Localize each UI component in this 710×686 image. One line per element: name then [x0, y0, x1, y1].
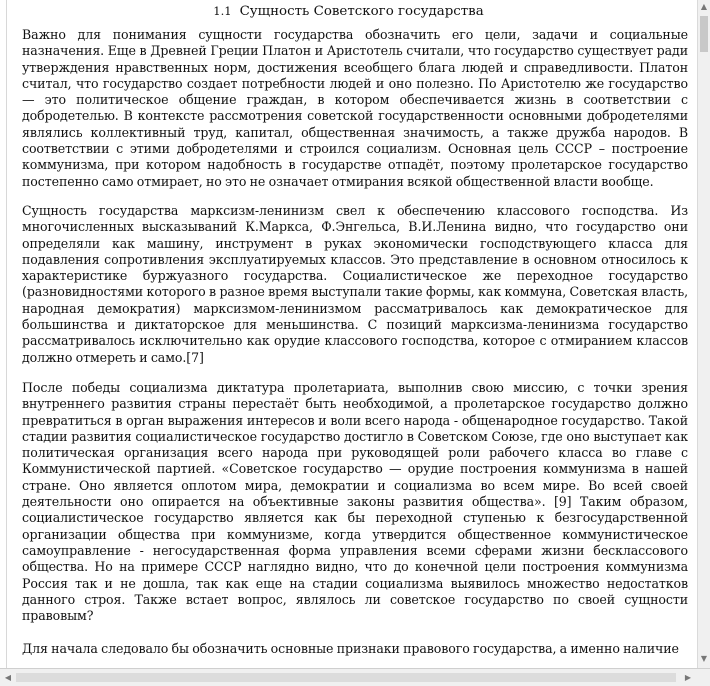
- scroll-left-icon[interactable]: ◀: [4, 673, 12, 682]
- paragraph: После победы социализма диктатура пролетариата, выполнив свою миссию, с точки зрения внутреннего развития страны перестаёт быть необходимой, а пролетарское государство должно превратиться в орган выражения интересов и воли всего народа - общенародное государство. Такой стадии развития социалистическое государство достигло в Советском Союзе, где оно выступает как политическая организация всего народа при руководящей роли рабочего класса во главе с Коммунистической партией. «Советское государство — орудие построения коммунизма в нашей стране. Оно является оплотом мира, демократии и социализма во всем мире. Во всей своей деятельности оно опирается на объективные законы развития общества». [9] Таким образом, социалистическое государство является как бы переходной ступенью к безгосударственной организации общества при коммунизме, когда утвердится общественное коммунистическое самоуправление - негосударственная форма управления всеми сферами жизни бесклассового общества. Но на примере СССР наглядно видно, что до конечной цели построения коммунизма Россия так и не дошла, так как еще на стадии социализма выявилось множество недостатков данного строя. Также встает вопрос, являлось ли советское государство по своей сущности правовым?: [22, 380, 688, 624]
- paragraph-partial: Для начала следовало бы обозначить основные признаки правового государства, а именно наличие: [22, 641, 679, 656]
- scroll-up-icon[interactable]: ▲: [700, 2, 708, 11]
- horizontal-scroll-thumb[interactable]: [16, 673, 676, 682]
- section-heading: [0, 3, 697, 20]
- vertical-scrollbar[interactable]: [697, 0, 710, 668]
- paragraph: Сущность государства марксизм-ленинизм свел к обеспечению классового господства. Из многочисленных высказываний К.Маркса, Ф.Энгельса, В.И.Ленина видно, что государство они определяли как машину, инструмент в руках экономически господствующего класса для подавления сопротивления эксплуатируемых классов. Это представление в основном относилось к характеристике буржуазного государства. Социалистическое же переходное государство (разновидностями которого в разное время выступали такие формы, как коммуна, Советская власть, народная демократия) марксизмом-ленинизмом рассматривалось как демократическое для большинства и диктаторское для меньшинства. С позиций марксизма-ленинизма государство рассматривалось исключительно как орудие классового господства, которое с отмиранием классов должно отмереть и само.[7]: [22, 203, 688, 365]
- scroll-right-icon[interactable]: ▶: [684, 673, 692, 682]
- section-title: Сущность Советского государства: [239, 4, 484, 19]
- horizontal-scrollbar[interactable]: [0, 668, 710, 686]
- scroll-down-icon[interactable]: ▼: [700, 654, 708, 663]
- vertical-scroll-thumb[interactable]: [700, 16, 708, 52]
- page-edge: [6, 0, 7, 668]
- section-number: 1.1: [213, 4, 232, 18]
- paragraph: Важно для понимания сущности государства обозначить его цели, задачи и социальные назначения. Еще в Древней Греции Платон и Аристотель считали, что государство существует ради утверждения нравственных норм, достижения всеобщего блага людей и справедливости. Платон считал, что государство создает потребности людей и оно полезно. По Аристотелю же государство — это политическое общение граждан, в котором обеспечивается жизнь в соответствии с добродетелью. В контексте рассмотрения советской государственности основными добродетелями являлись коллективный труд, капитал, общественная значимость, а также дружба народов. В соответствии с этими добродетелями и строился социализм. Основная цель СССР – построение коммунизма, при котором надобность в государстве отпадёт, поэтому пролетарское государство постепенно само отмирает, но это не означает отмирания всякой общественной власти вообще.: [22, 27, 688, 189]
